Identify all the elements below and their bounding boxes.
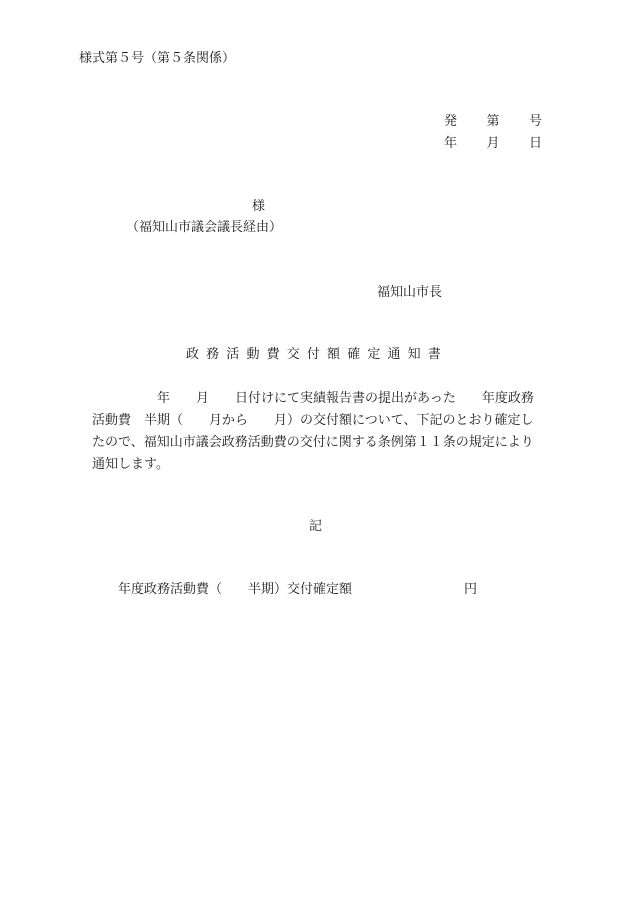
body-line: たので、福知山市議会政務活動費の交付に関する条例第１１条の規定により bbox=[92, 435, 534, 450]
form-number-label: 様式第５号（第５条関係） bbox=[79, 51, 236, 66]
issuer-name: 福知山市長 bbox=[377, 285, 443, 300]
body-paragraph bbox=[92, 388, 554, 476]
issue-date-year: 年 bbox=[444, 136, 458, 151]
issue-number-line bbox=[444, 113, 542, 131]
body-line: 年 月 日付けにて実績報告書の提出があった 年度政務 bbox=[92, 391, 534, 406]
amount-unit: 円 bbox=[464, 582, 478, 597]
issue-number-prefix: 発 bbox=[444, 114, 458, 129]
issue-date-line bbox=[444, 135, 542, 153]
issue-number-go: 号 bbox=[528, 114, 542, 129]
amount-line bbox=[118, 581, 478, 599]
issue-number-dai: 第 bbox=[486, 114, 500, 129]
issue-date-day: 日 bbox=[528, 136, 542, 151]
amount-label: 年度政務活動費（ 半期）交付確定額 bbox=[118, 582, 353, 597]
via-note: （福知山市議会議長経由） bbox=[126, 220, 283, 235]
document-title: 政務活動費交付額確定通知書 bbox=[186, 347, 448, 362]
addressee-honorific: 様 bbox=[252, 199, 266, 214]
body-line: 活動費 半期（ 月から 月）の交付額について、下記のとおり確定し bbox=[92, 413, 534, 428]
issue-date-month: 月 bbox=[486, 136, 500, 151]
body-line: 通知します。 bbox=[92, 457, 169, 472]
ki-heading: 記 bbox=[309, 519, 323, 534]
